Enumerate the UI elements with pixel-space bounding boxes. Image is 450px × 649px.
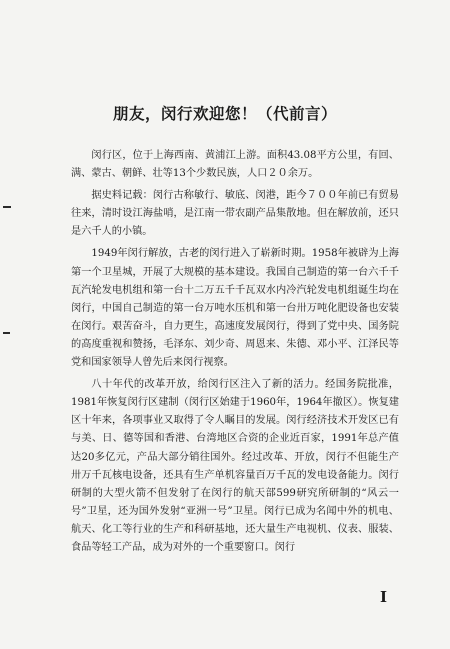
- paragraph: 1949年闵行解放，古老的闵行进入了崭新时期。1958年被辟为上海第一个卫星城，开展了大规模的基本建设。我国自己制造的第一台六千千瓦汽轮发电机组和第一台十二万五千千瓦双水内冷汽轮发电机组诞生均在闵行，中国自己制造的第一台万吨水压机和第一台卅万吨化肥设备也安装在闵行。艰苦奋斗，自力更生，高速度发展闵行，得到了党中央、国务院的高度重视和赞扬，毛泽东、刘少奇、周恩来、朱德、邓小平、江泽民等党和国家领导人曾先后来闵行视察。: [71, 248, 399, 369]
- body-text: [71, 147, 399, 561]
- page-number: I: [380, 588, 388, 606]
- margin-mark: [3, 206, 11, 208]
- margin-mark: [3, 332, 10, 334]
- page-title: 朋友，闵行欢迎您！（代前言）: [112, 104, 337, 123]
- paragraph: 据史料记载：闵行古称敏行、敏底、闵港，距今７００年前已有贸易往来，清时设江海盐哨，是江南一带农副产品集散地。但在解放前，还只是六千人的小镇。: [71, 190, 399, 238]
- paragraph: 闵行区，位于上海西南、黄浦江上游。面积43.08平方公里，有回、满、蒙古、朝鲜、壮等13个少数民族，人口２０余万。: [71, 150, 399, 180]
- paragraph: 八十年代的改革开放，给闵行区注入了新的活力。经国务院批准，1981年恢复闵行区建制（闵行区始建于1960年，1964年撤区）。恢复建区十年来，各项事业又取得了令人瞩目的发展。闵行经济技术开发区已有与美、日、德等国和香港、台湾地区合资的企业近百家，1991年总产值达20多亿元，产品大部分销往国外。经过改革、开放，闵行不但能生产卅万千瓦核电设备，还具有生产单机容量百万千瓦的发电设备能力。闵行研制的大型火箭不但发射了在闵行的航天部599研究所研制的“风云一号”卫星，还为国外发射“亚洲一号”卫星。闵行已成为名闻中外的机电、航天、化工等行业的生产和科研基地，还大量生产电视机、仪表、服装、食品等轻工产品，成为对外的一个重要窗口。闵行: [71, 379, 399, 553]
